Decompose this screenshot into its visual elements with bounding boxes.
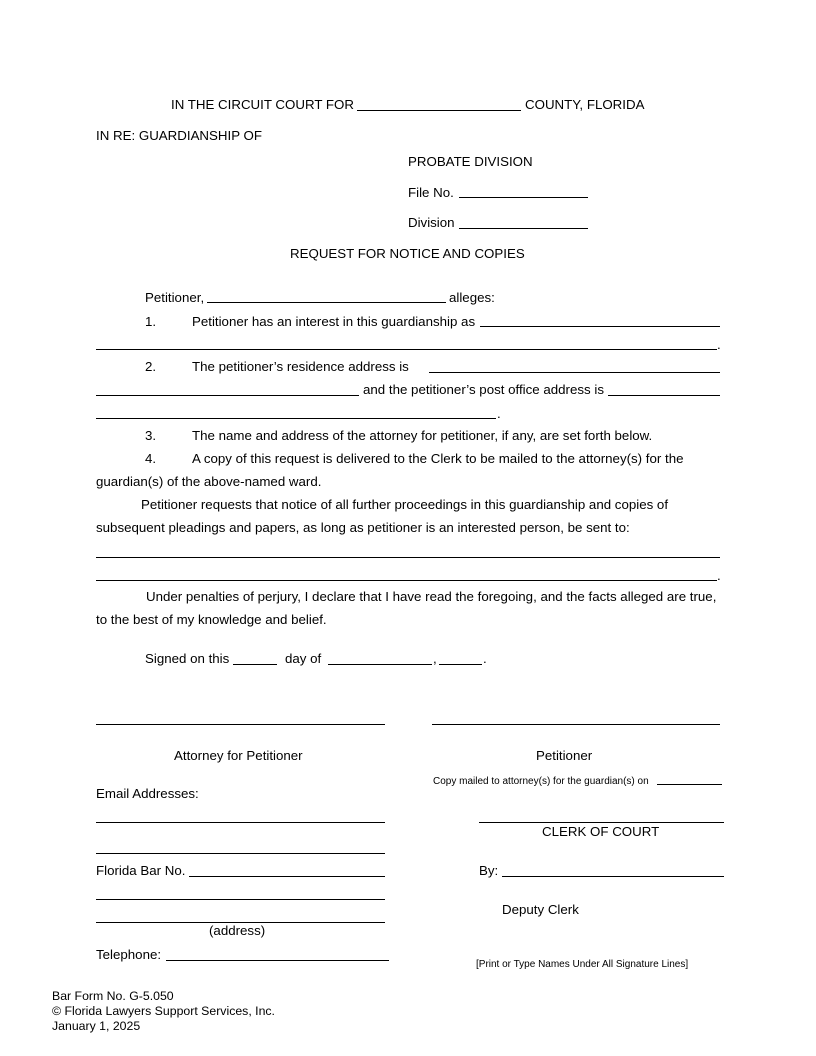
email-blank-2[interactable]: [96, 853, 385, 854]
send-to-blank-2[interactable]: [96, 580, 717, 581]
signed-day-blank[interactable]: [233, 664, 277, 665]
probate-division: PROBATE DIVISION: [408, 154, 533, 169]
footer-copyright: © Florida Lawyers Support Services, Inc.: [52, 1004, 275, 1018]
bar-no-label: Florida Bar No.: [96, 863, 186, 878]
division-blank[interactable]: [459, 228, 588, 229]
item3-text: The name and address of the attorney for petitioner, if any, are set forth below.: [192, 428, 653, 443]
perjury-line2: to the best of my knowledge and belief.: [96, 612, 327, 627]
address-label: (address): [209, 923, 266, 938]
signed-month-blank[interactable]: [328, 664, 432, 665]
item2-text: The petitioner’s residence address is: [192, 359, 409, 374]
item2-post-text: and the petitioner’s post office address is: [363, 382, 604, 397]
print-note: [Print or Type Names Under All Signature Lines]: [476, 959, 689, 970]
interest-blank-1[interactable]: [480, 326, 720, 327]
court-suffix: COUNTY, FLORIDA: [525, 97, 645, 112]
signed-year-blank[interactable]: [439, 664, 482, 665]
alleges-label: alleges:: [449, 290, 495, 305]
perjury-line1: Under penalties of perjury, I declare that I have read the foregoing, and the facts alleged are true,: [146, 589, 717, 604]
send-to-period: .: [717, 568, 721, 583]
footer-date: January 1, 2025: [52, 1019, 141, 1033]
email-label: Email Addresses:: [96, 786, 199, 801]
clerk-label: CLERK OF COURT: [542, 824, 660, 839]
item2-number: 2.: [145, 359, 157, 374]
telephone-blank[interactable]: [166, 960, 389, 961]
day-of-label: day of: [285, 651, 322, 666]
email-blank-1[interactable]: [96, 822, 385, 823]
petitioner-name-blank[interactable]: [207, 302, 446, 303]
attorney-label: Attorney for Petitioner: [174, 748, 303, 763]
file-no-label: File No.: [408, 185, 454, 200]
bar-no-blank[interactable]: [189, 876, 385, 877]
by-label: By:: [479, 863, 499, 878]
copy-mailed-text: Copy mailed to attorney(s) for the guardian(s) on: [433, 776, 649, 787]
deputy-signature-line[interactable]: [502, 876, 724, 877]
address-blank-1[interactable]: [96, 899, 385, 900]
petitioner-signature-line[interactable]: [432, 724, 720, 725]
item1-number: 1.: [145, 314, 157, 329]
court-prefix: IN THE CIRCUIT COURT FOR: [171, 97, 354, 112]
post-office-blank-1[interactable]: [608, 395, 720, 396]
residence-blank-2[interactable]: [96, 395, 359, 396]
item4-number: 4.: [145, 451, 157, 466]
request-line2: subsequent pleadings and papers, as long as petitioner is an interested person, be sent to:: [96, 520, 630, 535]
post-office-blank-2[interactable]: [96, 418, 496, 419]
petitioner-label: Petitioner,: [145, 290, 205, 305]
deputy-clerk-label: Deputy Clerk: [502, 902, 579, 917]
item3-number: 3.: [145, 428, 157, 443]
division-label: Division: [408, 215, 455, 230]
item4-line2: guardian(s) of the above-named ward.: [96, 474, 322, 489]
signed-on-label: Signed on this: [145, 651, 230, 666]
county-blank[interactable]: [357, 110, 521, 111]
in-re-label: IN RE: GUARDIANSHIP OF: [96, 128, 262, 143]
attorney-signature-line[interactable]: [96, 724, 385, 725]
copy-mailed-date-blank[interactable]: [657, 784, 722, 785]
signed-comma: ,: [433, 651, 437, 666]
signed-period: .: [483, 651, 487, 666]
petitioner-sig-label: Petitioner: [536, 748, 593, 763]
document-title: REQUEST FOR NOTICE AND COPIES: [290, 246, 525, 261]
request-line1: Petitioner requests that notice of all further proceedings in this guardianship and copies of: [141, 497, 669, 512]
telephone-label: Telephone:: [96, 947, 162, 962]
footer-form-no: Bar Form No. G-5.050: [52, 989, 174, 1003]
item1-text: Petitioner has an interest in this guardianship as: [192, 314, 476, 329]
item4-line1: A copy of this request is delivered to the Clerk to be mailed to the attorney(s) for the: [192, 451, 684, 466]
send-to-blank-1[interactable]: [96, 557, 720, 558]
clerk-signature-line[interactable]: [479, 822, 724, 823]
file-no-blank[interactable]: [459, 197, 588, 198]
interest-blank-2[interactable]: [96, 349, 717, 350]
item2-period: .: [497, 406, 501, 421]
residence-blank-1[interactable]: [429, 372, 720, 373]
item1-period: .: [717, 337, 721, 352]
